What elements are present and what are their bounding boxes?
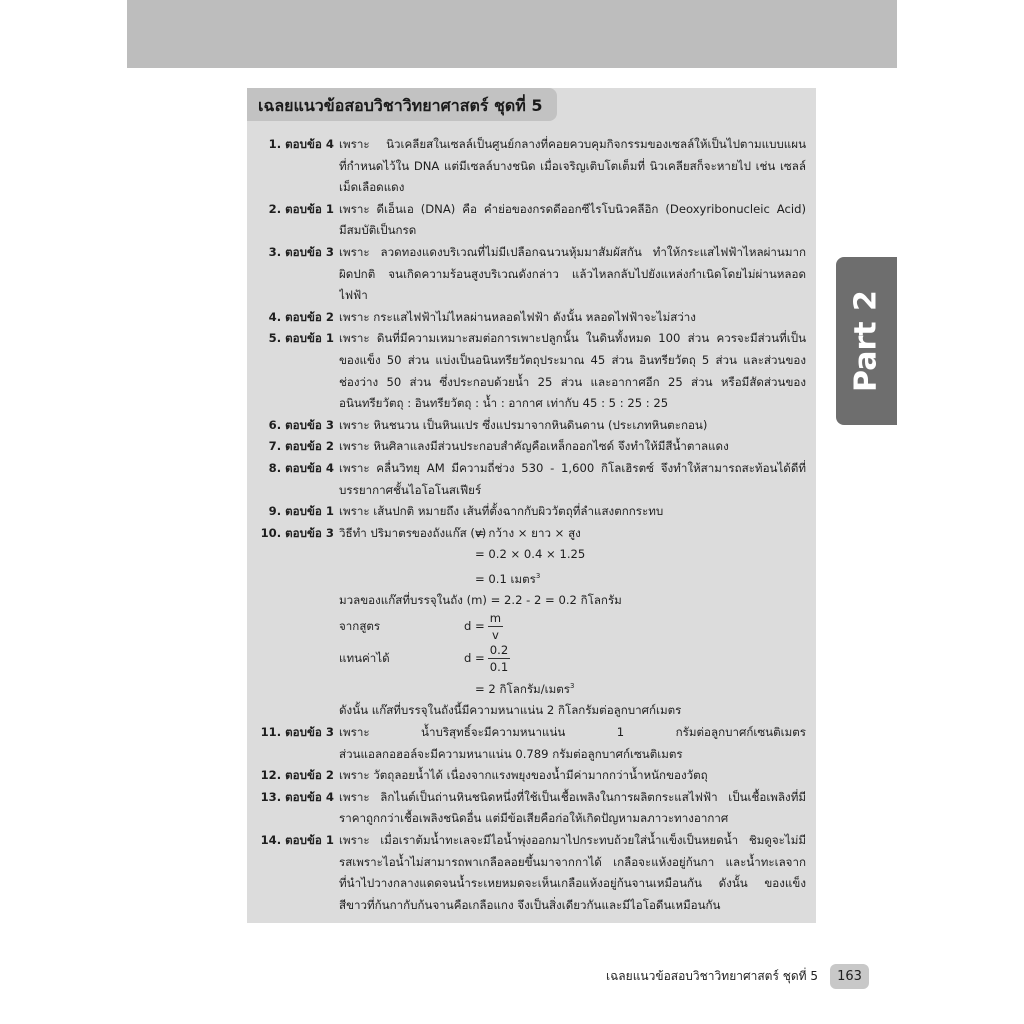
answer-item <box>258 830 806 916</box>
numerator: 0.2 <box>489 643 509 658</box>
answer-item <box>258 134 806 199</box>
page-number: 163 <box>830 964 869 989</box>
top-header-band <box>127 0 897 68</box>
formula-label: จากสูตร <box>339 619 381 634</box>
fraction-values <box>488 642 510 675</box>
answer-text-line: บรรยากาศชั้นไอโอโนสเฟียร์ <box>339 482 482 497</box>
answer-text-line: เพราะ ดินที่มีความเหมาะสมต่อการเพาะปลูกนั้น ในดินทั้งหมด 100 ส่วน ควรจะมีส่วนที่เป็น <box>339 331 806 346</box>
page-title: เฉลยแนวข้อสอบวิชาวิทยาศาสตร์ ชุดที่ 5 <box>258 96 543 115</box>
answer-text-line: เพราะ หินศิลาแลงมีส่วนประกอบสำคัญคือเหล็กออกไซด์ จึงทำให้มีสีน้ำตาลแดง <box>339 439 729 454</box>
denominator: v <box>491 628 499 643</box>
answer-text-line: ส่วนแอลกอฮอล์จะมีความหนาแน่น 0.789 กรัมต่อลูกบาศก์เซนติเมตร <box>339 746 683 761</box>
answer-number: 9. ตอบข้อ 1 <box>268 504 334 519</box>
answer-text-line: ที่นำไปวางกลางแดดจนน้ำระเหยหมดจะเห็นเกลือแห้งอยู่ก้นจานเหมือนกัน ดังนั้น ของแข็ง <box>339 876 806 891</box>
answer-number: 12. ตอบข้อ 2 <box>260 768 334 783</box>
answer-number: 7. ตอบข้อ 2 <box>268 439 334 454</box>
conclusion-line: ดังนั้น แก๊สที่บรรจุในถังนี้มีความหนาแน่น 2 กิโลกรัมต่อลูกบาศก์เมตร <box>339 703 682 718</box>
answer-item <box>258 787 806 830</box>
answer-list <box>258 134 806 916</box>
answer-number: 8. ตอบข้อ 4 <box>268 460 334 475</box>
answer-text-line: ของแข็ง 50 ส่วน แบ่งเป็นอนินทรียวัตถุประมาณ 45 ส่วน อินทรียวัตถุ 5 ส่วน และส่วนของ <box>339 352 806 367</box>
answer-text-line: ผิดปกติ จนเกิดความร้อนสูงบริเวณดังกล่าว แล้วไหลกลับไปยังแหล่งกำเนิดโดยไม่ผ่านหลอด <box>339 266 806 281</box>
answer-text-line: เพราะ คลื่นวิทยุ AM มีความถี่ช่วง 530 - 1,600 กิโลเฮิรตซ์ จึงทำให้สามารถสะท้อนได้ดีที่ <box>339 460 806 475</box>
answer-text-line: สีขาวที่ก้นกากับก้นจานคือเกลือแกง จึงเป็นสิ่งเดียวกันและมีไอโอดีนเหมือนกัน <box>339 897 721 912</box>
answer-text-line: เพราะ ลวดทองแดงบริเวณที่ไม่มีเปลือกฉนวนหุ้มมาสัมผัสกัน ทำให้กระแสไฟฟ้าไหลผ่านมาก <box>339 244 806 259</box>
volume-formula: = กว้าง × ยาว × สูง <box>475 525 581 540</box>
part-label: Part 2 <box>848 290 884 392</box>
answer-item <box>258 328 806 414</box>
answer-text-line: ช่องว่าง 50 ส่วน ซึ่งประกอบด้วยน้ำ 25 ส่วน และอากาศอีก 25 ส่วน หรือมีสัดส่วนของ <box>339 374 806 389</box>
footer-title: เฉลยแนวข้อสอบวิชาวิทยาศาสตร์ ชุดที่ 5 <box>606 969 818 983</box>
answer-text-line: เพราะ ลิกไนต์เป็นถ่านหินชนิดหนึ่งที่ใช้เป็นเชื้อเพลิงในการผลิตกระแสไฟฟ้า เป็นเชื้อเพลิงที่มี <box>339 789 806 804</box>
answer-item-10 <box>258 523 806 722</box>
answer-text-line: เพราะ ดีเอ็นเอ (DNA) คือ คำย่อของกรดดีออกซีไรโบนิวคลีอิก (Deoxyribonucleic Acid) <box>339 201 806 216</box>
answer-number: 14. ตอบข้อ 1 <box>260 832 334 847</box>
substitute-label: แทนค่าได้ <box>339 651 390 666</box>
answer-item <box>258 501 806 523</box>
answer-number: 10. ตอบข้อ 3 <box>260 525 334 540</box>
exponent: 3 <box>535 571 541 580</box>
answer-number: 3. ตอบข้อ 3 <box>268 244 334 259</box>
answer-text-line: เพราะ วัตถุลอยน้ำได้ เนื่องจากแรงพยุงของน้ำมีค่ามากกว่าน้ำหนักของวัตถุ <box>339 768 708 783</box>
answer-text-line: เพราะ หินชนวน เป็นหินแปร ซึ่งแปรมาจากหินดินดาน (ประเภทหินตะกอน) <box>339 417 708 432</box>
answer-text-line: อนินทรียวัตถุ : อินทรียวัตถุ : น้ำ : อากาศ เท่ากับ 45 : 5 : 25 : 25 <box>339 396 669 411</box>
denominator: 0.1 <box>489 660 509 675</box>
numerator: m <box>489 611 502 626</box>
answer-text-line: เม็ดเลือดแดง <box>339 180 405 195</box>
answer-item <box>258 765 806 787</box>
answer-item <box>258 722 806 765</box>
answer-number: 11. ตอบข้อ 3 <box>260 724 334 739</box>
exponent: 3 <box>569 681 575 690</box>
density-lhs: d = <box>464 619 485 634</box>
answer-number: 2. ตอบข้อ 1 <box>268 201 334 216</box>
answer-text-line: ไฟฟ้า <box>339 288 368 303</box>
density-result: = 2 กิโลกรัม/เมตร <box>475 681 570 696</box>
answer-number: 4. ตอบข้อ 2 <box>268 309 334 324</box>
answer-item <box>258 458 806 501</box>
fraction-m-over-v <box>488 610 503 643</box>
answer-number: 6. ตอบข้อ 3 <box>268 417 334 432</box>
answer-number: 13. ตอบข้อ 4 <box>260 789 334 804</box>
answer-text-line: เพราะ น้ำบริสุทธิ์จะมีความหนาแน่น 1 กรัมต่อลูกบาศก์เซนติเมตร <box>339 724 806 739</box>
answer-text-line: มีสมบัติเป็นกรด <box>339 223 417 238</box>
answer-number: 1. ตอบข้อ 4 <box>268 137 334 151</box>
answer-text-line: เพราะ กระแสไฟฟ้าไม่ไหลผ่านหลอดไฟฟ้า ดังนั้น หลอดไฟฟ้าจะไม่สว่าง <box>339 309 696 324</box>
answer-number: 5. ตอบข้อ 1 <box>268 331 334 346</box>
volume-substitution: = 0.2 × 0.4 × 1.25 <box>475 547 586 562</box>
answer-text-line: ราคาถูกกว่าเชื้อเพลิงชนิดอื่น แต่มีข้อเสียคือก่อให้เกิดปัญหามลภาวะทางอากาศ <box>339 811 729 826</box>
answer-item <box>258 199 806 242</box>
answer-item <box>258 307 806 329</box>
density-lhs: d = <box>464 651 485 666</box>
volume-label: วิธีทำ ปริมาตรของถังแก๊ส (v) <box>339 525 487 540</box>
answer-text-line: เพราะ เส้นปกติ หมายถึง เส้นที่ตั้งฉากกับผิววัตถุที่ลำแสงตกกระทบ <box>339 504 664 519</box>
answer-text-line: เพราะ เมื่อเราต้มน้ำทะเลจะมีไอน้ำพุ่งออกมาไปกระทบถ้วยใส่น้ำแข็งเป็นหยดน้ำ ชิมดูจะไม่มี <box>339 832 806 847</box>
volume-result: = 0.1 เมตร <box>475 571 536 586</box>
mass-line: มวลของแก๊สที่บรรจุในถัง (m) = 2.2 - 2 = 0.2 กิโลกรัม <box>339 593 622 608</box>
answer-text-line: รสเพราะไอน้ำไม่สามารถพาเกลือลอยขึ้นมาจากกาได้ เกลือจะแห้งอยู่ก้นกา และน้ำทะเลจาก <box>339 854 806 869</box>
answer-item <box>258 436 806 458</box>
answer-item <box>258 415 806 437</box>
answer-text-line: เพราะ นิวเคลียสในเซลล์เป็นศูนย์กลางที่คอยควบคุมกิจกรรมของเซลล์ให้เป็นไปตามแบบแผน <box>339 137 806 151</box>
answer-item <box>258 242 806 307</box>
answer-text-line: ที่กำหนดไว้ใน DNA แต่มีเซลล์บางชนิด เมื่อเจริญเติบโตเต็มที่ นิวเคลียสก็จะหายไป เช่น เซลล์ <box>339 158 806 173</box>
